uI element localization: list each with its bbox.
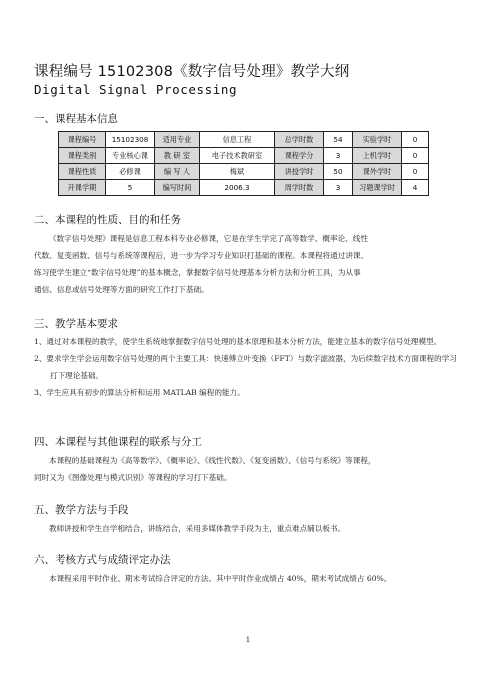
table-cell-label: 实验学时 bbox=[353, 132, 402, 148]
table-cell-value: 必修课 bbox=[106, 164, 155, 180]
section-heading-basic-info: 一、课程基本信息 bbox=[34, 113, 118, 125]
table-cell-value: 3 bbox=[324, 180, 353, 196]
table-cell-label: 课程编号 bbox=[59, 132, 106, 148]
table-cell-value: 梅斌 bbox=[200, 164, 275, 180]
section-heading-course-relations: 四、本课程与其他课程的联系与分工 bbox=[34, 436, 202, 448]
table-cell-label: 编写时间 bbox=[155, 180, 200, 196]
table-cell-value: 15102308 bbox=[106, 132, 155, 148]
table-cell-label: 上机学时 bbox=[353, 148, 402, 164]
section-relations-paragraph bbox=[34, 452, 464, 486]
table-cell-label: 周学时数 bbox=[275, 180, 324, 196]
table-cell-value: 2006.3 bbox=[200, 180, 275, 196]
paragraph-line: 通信、信息或信号处理等方面的研究工作打下基础。 bbox=[34, 285, 209, 294]
table-cell-label: 讲授学时 bbox=[275, 164, 324, 180]
paragraph-line: 教师讲授和学生自学相结合，讲练结合，采用多媒体教学手段为主，重点难点辅以板书。 bbox=[49, 524, 346, 533]
paragraph-line: 练习使学生建立“数字信号处理”的基本概念，掌握数字信号处理基本分析方法和分析工具，为从事 bbox=[34, 268, 361, 277]
table-cell-label: 开课学期 bbox=[59, 180, 106, 196]
section-assessment-paragraph bbox=[34, 570, 464, 587]
list-item: 2、要求学生学会运用数字信号处理的两个主要工具：快速傅立叶变换（FFT）与数字滤波器，为后续数字技术方面课程的学习打下理论基础。 bbox=[34, 354, 457, 380]
section-heading-teaching-methods: 五、教学方法与手段 bbox=[34, 504, 129, 516]
table-cell-value: 3 bbox=[324, 148, 353, 164]
table-cell-value: 0 bbox=[402, 148, 429, 164]
section-heading-requirements: 三、教学基本要求 bbox=[34, 318, 118, 330]
list-item: 3、学生应具有初步的算法分析和运用 MATLAB 编程的能力。 bbox=[34, 388, 245, 397]
section-heading-nature-purpose: 二、本课程的性质、目的和任务 bbox=[34, 214, 181, 226]
table-cell-value: 4 bbox=[402, 180, 429, 196]
list-item: 1、通过对本课程的教学，使学生系统地掌握数字信号处理的基本原理和基本分析方法，能建立基本的数字信号处理模型。 bbox=[34, 337, 442, 346]
document-title: 课程编号 15102308《数字信号处理》教学大纲 bbox=[34, 64, 350, 80]
table-row bbox=[59, 132, 429, 148]
table-cell-value: 信息工程 bbox=[200, 132, 275, 148]
table-cell-value: 50 bbox=[324, 164, 353, 180]
table-cell-value: 0 bbox=[402, 132, 429, 148]
course-info-table bbox=[58, 131, 429, 196]
section-methods-paragraph bbox=[34, 520, 464, 537]
table-cell-label: 编 写 人 bbox=[155, 164, 200, 180]
table-cell-label: 教 研 室 bbox=[155, 148, 200, 164]
section-nature-paragraph bbox=[34, 230, 464, 298]
table-cell-value: 电子技术教研室 bbox=[200, 148, 275, 164]
paragraph-line: 本课程的基础课程为《高等数学》、《概率论》、《线性代数》、《复变函数》、《信号与系统》等课程， bbox=[49, 456, 376, 465]
requirements-list bbox=[34, 333, 464, 401]
table-cell-label: 课程学分 bbox=[275, 148, 324, 164]
paragraph-line: 同时又为《图像处理与模式识别》等课程的学习打下基础。 bbox=[34, 473, 232, 482]
table-cell-value: 54 bbox=[324, 132, 353, 148]
table-row bbox=[59, 180, 429, 196]
table-cell-label: 总学时数 bbox=[275, 132, 324, 148]
table-cell-value: 5 bbox=[106, 180, 155, 196]
table-cell-value: 0 bbox=[402, 164, 429, 180]
paragraph-line: 本课程采用平时作业、期末考试综合评定的方法。其中平时作业成绩占 40%，期末考试成绩占 60%。 bbox=[49, 574, 392, 583]
table-cell-label: 课程性质 bbox=[59, 164, 106, 180]
table-cell-label: 习题课学时 bbox=[353, 180, 402, 196]
table-row bbox=[59, 148, 429, 164]
table-cell-value: 专业核心课 bbox=[106, 148, 155, 164]
table-cell-label: 适用专业 bbox=[155, 132, 200, 148]
page-number: 1 bbox=[245, 636, 251, 644]
paragraph-line: 《数字信号处理》课程是信息工程本科专业必修课，它是在学生学完了高等数学、概率论、线性 bbox=[49, 234, 368, 243]
table-cell-label: 课外学时 bbox=[353, 164, 402, 180]
section-heading-assessment: 六、考核方式与成绩评定办法 bbox=[34, 554, 171, 566]
table-row bbox=[59, 164, 429, 180]
document-subtitle: Digital Signal Processing bbox=[34, 82, 238, 97]
paragraph-line: 代数、复变函数、信号与系统等课程后，进一步为学习专业知识打基础的课程。本课程将通过讲课、 bbox=[34, 251, 369, 260]
table-cell-label: 课程类别 bbox=[59, 148, 106, 164]
